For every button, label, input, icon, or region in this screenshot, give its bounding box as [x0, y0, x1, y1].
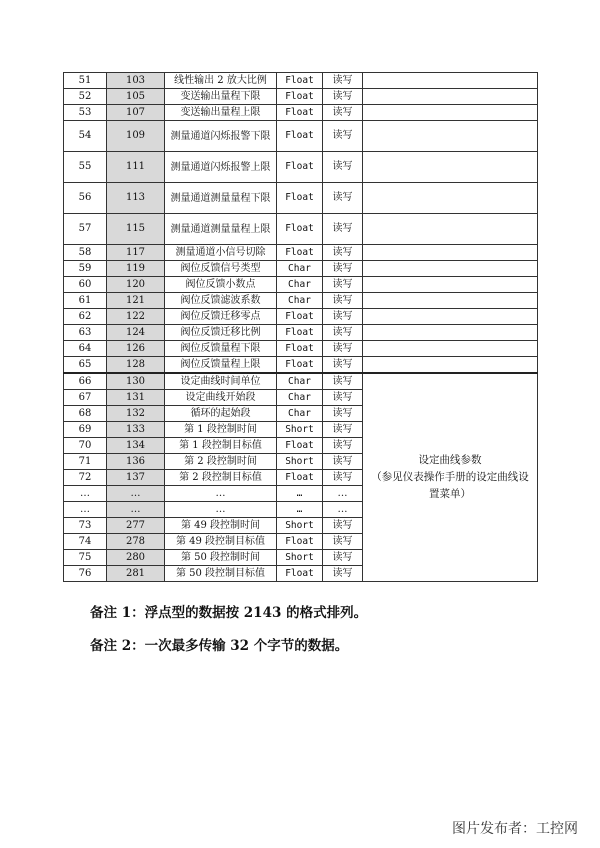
cell-parameter-name: 阀位反馈量程下限: [165, 341, 277, 357]
cell-access: …: [323, 502, 363, 518]
cell-access: 读写: [323, 454, 363, 470]
cell-address: 121: [107, 293, 165, 309]
group-note-detail: （参见仪表操作手册的设定曲线设置菜单）: [371, 471, 529, 500]
cell-access: 读写: [323, 89, 363, 105]
cell-access: 读写: [323, 245, 363, 261]
cell-index: …: [64, 502, 107, 518]
table-row: [64, 73, 538, 89]
cell-access: 读写: [323, 357, 363, 374]
cell-index: 59: [64, 261, 107, 277]
cell-index: 56: [64, 183, 107, 214]
cell-remarks: [363, 89, 538, 105]
cell-address: 122: [107, 309, 165, 325]
cell-access: 读写: [323, 518, 363, 534]
cell-index: 67: [64, 390, 107, 406]
cell-address: 131: [107, 390, 165, 406]
cell-remarks: [363, 293, 538, 309]
cell-data-type: Float: [277, 470, 323, 486]
cell-data-type: …: [277, 486, 323, 502]
cell-remarks: [363, 261, 538, 277]
cell-data-type: Short: [277, 422, 323, 438]
cell-access: 读写: [323, 341, 363, 357]
table-row: [64, 214, 538, 245]
cell-remarks: [363, 357, 538, 374]
cell-data-type: Float: [277, 121, 323, 152]
cell-data-type: Short: [277, 550, 323, 566]
cell-parameter-name: 第 2 段控制时间: [165, 454, 277, 470]
cell-index: 55: [64, 152, 107, 183]
register-table-body: [64, 73, 538, 582]
cell-data-type: Float: [277, 534, 323, 550]
cell-data-type: Char: [277, 277, 323, 293]
cell-parameter-name: 阀位反馈信号类型: [165, 261, 277, 277]
cell-index: 69: [64, 422, 107, 438]
cell-parameter-name: 设定曲线开始段: [165, 390, 277, 406]
cell-data-type: Char: [277, 406, 323, 422]
cell-parameter-name: …: [165, 486, 277, 502]
table-row: [64, 373, 538, 390]
group-note-cell: [363, 373, 538, 582]
cell-data-type: Float: [277, 245, 323, 261]
cell-address: 105: [107, 89, 165, 105]
cell-data-type: Float: [277, 183, 323, 214]
cell-parameter-name: 第 2 段控制目标值: [165, 470, 277, 486]
cell-parameter-name: 变送输出量程上限: [165, 105, 277, 121]
cell-index: 51: [64, 73, 107, 89]
cell-parameter-name: 测量通道闪烁报警下限: [165, 121, 277, 152]
cell-parameter-name: 设定曲线时间单位: [165, 373, 277, 390]
table-row: [64, 89, 538, 105]
cell-parameter-name: 阀位反馈迁移零点: [165, 309, 277, 325]
cell-parameter-name: 阀位反馈小数点: [165, 277, 277, 293]
register-table-container: [63, 72, 537, 582]
cell-access: 读写: [323, 438, 363, 454]
cell-address: 126: [107, 341, 165, 357]
cell-data-type: Float: [277, 214, 323, 245]
cell-index: 54: [64, 121, 107, 152]
cell-parameter-name: 阀位反馈滤波系数: [165, 293, 277, 309]
cell-index: 76: [64, 566, 107, 582]
cell-index: 53: [64, 105, 107, 121]
cell-index: 52: [64, 89, 107, 105]
cell-index: 70: [64, 438, 107, 454]
cell-parameter-name: 循环的起始段: [165, 406, 277, 422]
cell-parameter-name: 第 49 段控制目标值: [165, 534, 277, 550]
cell-address: 280: [107, 550, 165, 566]
table-row: [64, 325, 538, 341]
cell-access: 读写: [323, 406, 363, 422]
cell-index: 62: [64, 309, 107, 325]
cell-access: 读写: [323, 422, 363, 438]
table-row: [64, 105, 538, 121]
cell-access: 读写: [323, 121, 363, 152]
cell-remarks: [363, 105, 538, 121]
cell-data-type: Float: [277, 105, 323, 121]
cell-data-type: Float: [277, 325, 323, 341]
cell-data-type: Float: [277, 73, 323, 89]
cell-index: 68: [64, 406, 107, 422]
cell-remarks: [363, 341, 538, 357]
cell-parameter-name: …: [165, 502, 277, 518]
cell-access: 读写: [323, 214, 363, 245]
cell-index: 65: [64, 357, 107, 374]
cell-index: …: [64, 486, 107, 502]
cell-parameter-name: 第 1 段控制时间: [165, 422, 277, 438]
cell-address: 117: [107, 245, 165, 261]
cell-access: 读写: [323, 566, 363, 582]
cell-access: 读写: [323, 261, 363, 277]
cell-access: 读写: [323, 277, 363, 293]
cell-index: 64: [64, 341, 107, 357]
cell-address: 109: [107, 121, 165, 152]
cell-index: 74: [64, 534, 107, 550]
table-row: [64, 309, 538, 325]
cell-data-type: …: [277, 502, 323, 518]
cell-data-type: Float: [277, 89, 323, 105]
cell-remarks: [363, 73, 538, 89]
cell-address: 115: [107, 214, 165, 245]
cell-parameter-name: 测量通道小信号切除: [165, 245, 277, 261]
cell-parameter-name: 第 49 段控制时间: [165, 518, 277, 534]
cell-access: 读写: [323, 183, 363, 214]
table-row: [64, 341, 538, 357]
cell-parameter-name: 测量通道闪烁报警上限: [165, 152, 277, 183]
cell-index: 73: [64, 518, 107, 534]
table-row: [64, 261, 538, 277]
cell-data-type: Short: [277, 454, 323, 470]
cell-remarks: [363, 152, 538, 183]
cell-address: 128: [107, 357, 165, 374]
cell-address: 136: [107, 454, 165, 470]
remark-2: 备注 2：一次最多传输 32 个字节的数据。: [90, 638, 349, 654]
cell-index: 57: [64, 214, 107, 245]
cell-access: 读写: [323, 293, 363, 309]
cell-access: 读写: [323, 390, 363, 406]
cell-address: 134: [107, 438, 165, 454]
cell-parameter-name: 第 1 段控制目标值: [165, 438, 277, 454]
table-row: [64, 121, 538, 152]
cell-address: 120: [107, 277, 165, 293]
cell-address: 124: [107, 325, 165, 341]
register-table: [63, 72, 538, 582]
cell-address: 130: [107, 373, 165, 390]
cell-remarks: [363, 309, 538, 325]
cell-parameter-name: 第 50 段控制时间: [165, 550, 277, 566]
cell-data-type: Float: [277, 357, 323, 374]
cell-access: 读写: [323, 373, 363, 390]
cell-address: 119: [107, 261, 165, 277]
cell-access: 读写: [323, 73, 363, 89]
cell-access: 读写: [323, 105, 363, 121]
cell-address: 137: [107, 470, 165, 486]
cell-address: 281: [107, 566, 165, 582]
cell-access: 读写: [323, 534, 363, 550]
cell-parameter-name: 变送输出量程下限: [165, 89, 277, 105]
cell-parameter-name: 测量通道测量量程下限: [165, 183, 277, 214]
cell-remarks: [363, 183, 538, 214]
cell-address: 133: [107, 422, 165, 438]
cell-address: …: [107, 502, 165, 518]
cell-access: 读写: [323, 325, 363, 341]
cell-index: 63: [64, 325, 107, 341]
table-row: [64, 183, 538, 214]
cell-access: …: [323, 486, 363, 502]
cell-data-type: Char: [277, 390, 323, 406]
cell-data-type: Char: [277, 293, 323, 309]
cell-address: 107: [107, 105, 165, 121]
cell-parameter-name: 测量通道测量量程上限: [165, 214, 277, 245]
cell-access: 读写: [323, 550, 363, 566]
table-row: [64, 357, 538, 374]
cell-parameter-name: 阀位反馈迁移比例: [165, 325, 277, 341]
cell-remarks: [363, 214, 538, 245]
cell-index: 66: [64, 373, 107, 390]
cell-remarks: [363, 277, 538, 293]
cell-index: 75: [64, 550, 107, 566]
cell-index: 61: [64, 293, 107, 309]
cell-data-type: Float: [277, 566, 323, 582]
table-row: [64, 293, 538, 309]
publisher-credit: 图片发布者：工控网: [452, 821, 578, 837]
cell-access: 读写: [323, 309, 363, 325]
cell-address: 103: [107, 73, 165, 89]
table-row: [64, 152, 538, 183]
cell-address: 132: [107, 406, 165, 422]
cell-data-type: Float: [277, 438, 323, 454]
cell-data-type: Char: [277, 261, 323, 277]
cell-address: 111: [107, 152, 165, 183]
cell-data-type: Char: [277, 373, 323, 390]
cell-data-type: Short: [277, 518, 323, 534]
cell-parameter-name: 第 50 段控制目标值: [165, 566, 277, 582]
cell-remarks: [363, 121, 538, 152]
cell-index: 60: [64, 277, 107, 293]
cell-data-type: Float: [277, 341, 323, 357]
group-note-title: 设定曲线参数: [418, 454, 482, 466]
table-row: [64, 245, 538, 261]
cell-access: 读写: [323, 470, 363, 486]
remark-1: 备注 1：浮点型的数据按 2143 的格式排列。: [90, 605, 368, 621]
cell-address: 278: [107, 534, 165, 550]
cell-index: 58: [64, 245, 107, 261]
cell-data-type: Float: [277, 309, 323, 325]
cell-parameter-name: 线性输出 2 放大比例: [165, 73, 277, 89]
cell-index: 72: [64, 470, 107, 486]
cell-access: 读写: [323, 152, 363, 183]
cell-remarks: [363, 325, 538, 341]
cell-address: …: [107, 486, 165, 502]
cell-address: 113: [107, 183, 165, 214]
table-row: [64, 277, 538, 293]
cell-remarks: [363, 245, 538, 261]
cell-data-type: Float: [277, 152, 323, 183]
cell-index: 71: [64, 454, 107, 470]
cell-address: 277: [107, 518, 165, 534]
cell-parameter-name: 阀位反馈量程上限: [165, 357, 277, 374]
